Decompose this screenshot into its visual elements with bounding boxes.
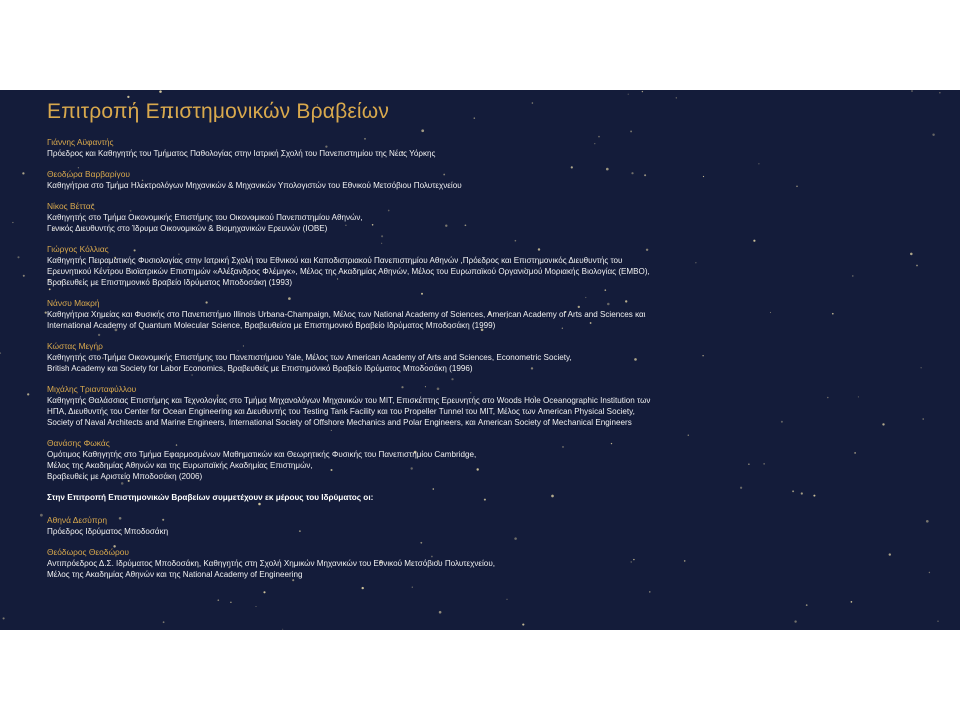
star-dot — [263, 591, 265, 593]
member-name: Θεόδωρος Θεοδώρου — [47, 547, 129, 557]
member-description-line: Ερευνητικού Κέντρου Βιοϊατρικών Επιστημών «Αλέξανδρος Φλέμιγκ», Μέλος της Ακαδημίας Αθηνών, Μέλος του Ευρωπαϊκού Οργανισμού Μοριακής Βιολογίας (EMBO), — [47, 267, 650, 276]
member-description-line: Ομότιμος Καθηγητής στο Τμήμα Εφαρμοσμένων Μαθηματικών και Θεωρητικής Φυσικής του Πανεπιστημίου Cambridge, — [47, 450, 477, 459]
star-dot — [911, 90, 913, 92]
star-dot — [0, 352, 1, 354]
star-dot — [794, 620, 796, 622]
star-dot — [937, 620, 938, 621]
member-description-line: Καθηγητής στο Τμήμα Οικονομικής Επιστήμης του Οικονομικού Πανεπιστημίου Αθηνών, — [47, 213, 363, 222]
member-description-line: Καθηγήτρια στο Τμήμα Ηλεκτρολόγων Μηχανικών & Μηχανικών Υπολογιστών του Εθνικού Μετσόβιου Πολυτεχνείου — [47, 181, 462, 190]
committee-list — [47, 137, 927, 590]
foundation-member-group — [47, 515, 927, 580]
star-dot — [628, 94, 629, 95]
member-entry — [47, 515, 927, 537]
foundation-note: Στην Επιτροπή Επιστημονικών Βραβείων συμμετέχουν εκ μέρους του Ιδρύματος οι: — [47, 493, 374, 502]
member-description-line: Αντιπρόεδρος Δ.Σ. Ιδρύματος Μποδοσάκη, Καθηγητής στη Σχολή Χημικών Μηχανικών του Εθνικού Μετσόβιου Πολυτεχνείου, — [47, 559, 495, 568]
star-dot — [439, 611, 442, 614]
star-dot — [282, 629, 283, 630]
star-dot — [506, 599, 507, 600]
star-dot — [159, 90, 162, 93]
member-entry — [47, 244, 927, 288]
star-dot — [532, 102, 534, 104]
member-name: Γιάννης Αϋφαντής — [47, 137, 114, 147]
member-group — [47, 137, 927, 482]
member-entry — [47, 547, 927, 580]
member-description-line: Βραβευθείς με Επιστημονικό Βραβείο Ιδρύματος Μποδοσάκη (1993) — [47, 278, 293, 287]
star-dot — [163, 621, 165, 623]
member-name: Γιώργος Κόλλιας — [47, 244, 109, 254]
star-dot — [22, 172, 24, 174]
member-entry — [47, 201, 927, 234]
star-dot — [630, 130, 632, 132]
member-name: Μιχάλης Τριανταφύλλου — [47, 384, 137, 394]
star-dot — [851, 601, 853, 603]
member-name: Θανάσης Φωκάς — [47, 438, 110, 448]
member-description-line: Βραβευθείς με Αριστείο Μποδοσάκη (2006) — [47, 472, 203, 481]
star-dot — [649, 591, 650, 592]
member-entry — [47, 341, 927, 374]
star-dot — [421, 129, 424, 132]
member-name: Νάνσυ Μακρή — [47, 298, 100, 308]
member-entry — [47, 137, 927, 159]
member-description-line: ΗΠΑ, Διευθυντής του Center for Ocean Engineering και Διευθυντής του Testing Tank Facility και του Propeller Tunnel του MIT, Μέλος των American Physical Society, — [47, 407, 635, 416]
star-dot — [127, 96, 129, 98]
star-dot — [929, 572, 930, 573]
star-dot — [932, 134, 934, 136]
star-dot — [217, 599, 219, 601]
member-description-line: Μέλος της Ακαδημίας Αθηνών και της Ευρωπαϊκής Ακαδημίας Επιστημών, — [47, 461, 313, 470]
star-dot — [474, 117, 476, 119]
member-entry — [47, 169, 927, 191]
member-name: Θεοδώρα Βαρβαρίγου — [47, 169, 130, 179]
member-name: Νίκος Βέττας — [47, 201, 95, 211]
member-description-line: Γενικός Διευθυντής στο Ίδρυμα Οικονομικών & Βιομηχανικών Ερευνών (ΙΟΒΕ) — [47, 224, 328, 233]
member-description-line: Society of Naval Architects and Marine Engineers, International Society of Offshore Mechanics and Polar Engineers, και American Society of Mechanical Engineers — [47, 418, 632, 427]
star-dot — [230, 602, 231, 603]
member-name: Κώστας Μεγήρ — [47, 341, 103, 351]
member-description-line: Καθηγητής στο Τμήμα Οικονομικής Επιστήμης του Πανεπιστήμιου Yale, Μέλος των American Academy of Arts and Sciences, Econometric Society, — [47, 353, 572, 362]
slide-title: Επιτροπή Επιστημονικών Βραβείων — [47, 100, 390, 123]
star-dot — [3, 617, 5, 619]
star-dot — [642, 91, 643, 92]
star-dot — [27, 393, 29, 395]
member-description-line: Καθηγητής Πειραματικής Φυσιολογίας στην Ιατρική Σχολή του Εθνικού και Καποδιστριακού Πανεπιστημίου Αθηνών ,Πρόεδρος και Επιστημονικός Διευθυντής του — [47, 256, 623, 265]
star-dot — [23, 275, 25, 277]
member-name: Αθηνά Δεσύπρη — [47, 515, 108, 525]
star-dot — [17, 256, 19, 258]
star-dot — [806, 604, 808, 606]
member-entry — [47, 298, 927, 331]
star-dot — [255, 606, 256, 607]
member-description-line: Καθηγητής Θαλάσσιας Επιστήμης και Τεχνολογίας στο Τμήμα Μηχανολόγων Μηχανικών του MIT, Επισκέπτης Ερευνητής στο Woods Hole Oceanographic Institution των — [47, 396, 651, 405]
member-description-line: British Academy και Society for Labor Economics, Βραβευθείς με Επιστημονικό Βραβείο Ιδρύματος Μποδοσάκη (1996) — [47, 364, 473, 373]
member-description-line: International Academy of Quantum Molecular Science, Βραβευθείσα με Επιστημονικό Βραβείο Ιδρύματος Μποδοσάκη (1999) — [47, 321, 496, 330]
slide — [0, 90, 960, 630]
member-description-line: Πρόεδρος Ιδρύματος Μποδοσάκη — [47, 527, 169, 536]
star-dot — [40, 514, 43, 517]
member-description-line: Μέλος της Ακαδημίας Αθηνών και της National Academy of Engineering — [47, 570, 303, 579]
member-entry — [47, 384, 927, 428]
member-description-line: Πρόεδρος και Καθηγητής του Τμήματος Παθολογίας στην Ιατρική Σχολή του Πανεπιστημίου της Νέας Υόρκης — [47, 149, 436, 158]
member-description-line: Καθηγήτρια Χημείας και Φυσικής στο Πανεπιστήμιο Illinois Urbana-Champaign, Μέλος των National Academy of Sciences, American Academy of Arts and Sciences και — [47, 310, 646, 319]
member-entry — [47, 438, 927, 482]
star-dot — [676, 97, 677, 98]
star-dot — [522, 624, 524, 626]
star-dot — [12, 222, 13, 223]
star-dot — [939, 92, 940, 93]
